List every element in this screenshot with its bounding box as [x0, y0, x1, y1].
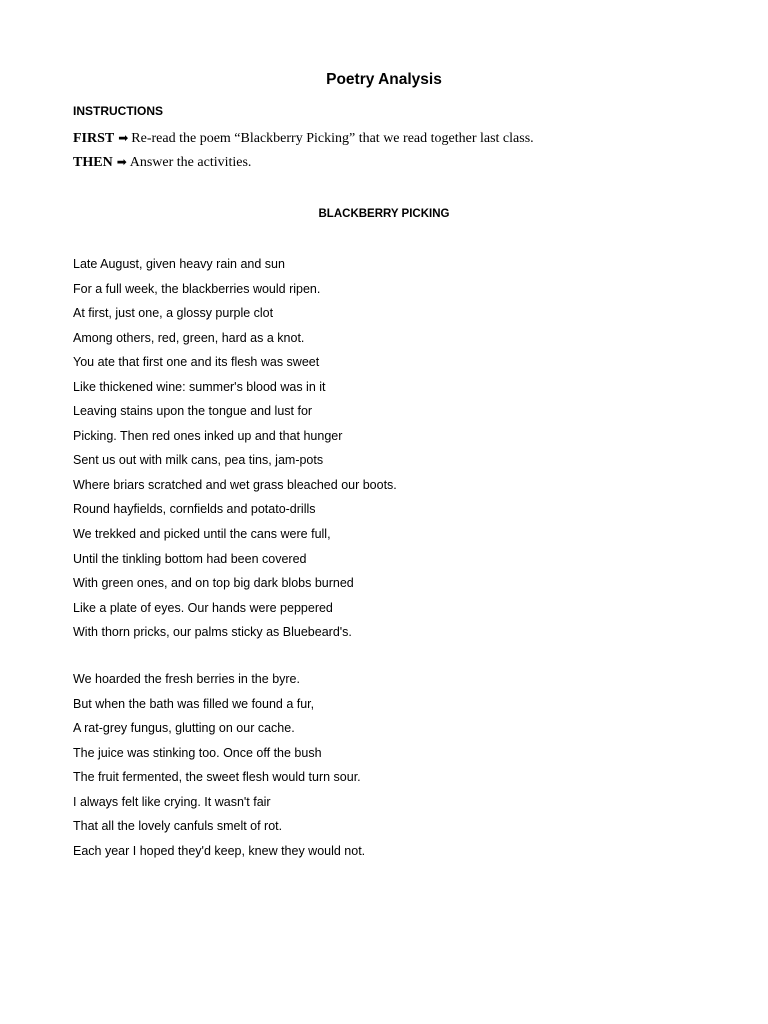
poem-line: We hoarded the fresh berries in the byre. — [73, 672, 300, 686]
poem-stanza-1 — [73, 252, 397, 645]
right-arrow-icon: ➡ — [116, 155, 127, 169]
poem-line: Round hayfields, cornfields and potato-drills — [73, 502, 316, 517]
poem-line: But when the bath was filled we found a fur, — [73, 696, 315, 711]
step-text: Answer the activities. — [129, 155, 252, 170]
poem-line: Where briars scratched and wet grass bleached our boots. — [73, 477, 397, 492]
poem-line: Each year I hoped they'd keep, knew they would not. — [73, 843, 366, 858]
poem-title: BLACKBERRY PICKING — [318, 208, 450, 220]
poem-line: We trekked and picked until the cans were full, — [73, 527, 331, 542]
poem-line: The fruit fermented, the sweet flesh would turn sour. — [73, 770, 361, 785]
poem-line: You ate that first one and its flesh was sweet — [73, 355, 320, 370]
step-label: THEN — [73, 155, 113, 170]
step-label: FIRST — [73, 131, 115, 146]
poem-line: The juice was stinking too. Once off the bush — [73, 745, 322, 760]
poem-line: At first, just one, a glossy purple clot — [73, 306, 274, 321]
poem-line: Like thickened wine: summer's blood was in it — [73, 379, 326, 394]
poem-line: With green ones, and on top big dark blobs burned — [73, 576, 354, 591]
page-title: Poetry Analysis — [326, 71, 442, 88]
poem-line: With thorn pricks, our palms sticky as Bluebeard's. — [73, 625, 352, 640]
poem-line: I always felt like crying. It wasn't fair — [73, 794, 271, 809]
poem-line: Leaving stains upon the tongue and lust for — [73, 404, 313, 419]
instructions-heading: INSTRUCTIONS — [73, 104, 163, 118]
poem-line: Until the tinkling bottom had been covered — [73, 551, 307, 566]
poem-line: Sent us out with milk cans, pea tins, jam-pots — [73, 453, 324, 468]
instruction-step-first — [73, 129, 534, 148]
poem-line: That all the lovely canfuls smelt of rot. — [73, 819, 283, 834]
poem-line: Picking. Then red ones inked up and that hunger — [73, 428, 343, 443]
poem-line: Late August, given heavy rain and sun — [73, 257, 285, 271]
instruction-step-then — [73, 153, 251, 172]
poem-stanza-2 — [73, 667, 365, 863]
right-arrow-icon: ➡ — [118, 131, 129, 145]
poem-line: Like a plate of eyes. Our hands were peppered — [73, 600, 333, 615]
poem-line: For a full week, the blackberries would ripen. — [73, 281, 321, 296]
step-text: Re-read the poem “Blackberry Picking” that we read together last class. — [131, 131, 534, 146]
poem-line: A rat-grey fungus, glutting on our cache. — [73, 721, 295, 736]
poem-line: Among others, red, green, hard as a knot. — [73, 330, 305, 345]
